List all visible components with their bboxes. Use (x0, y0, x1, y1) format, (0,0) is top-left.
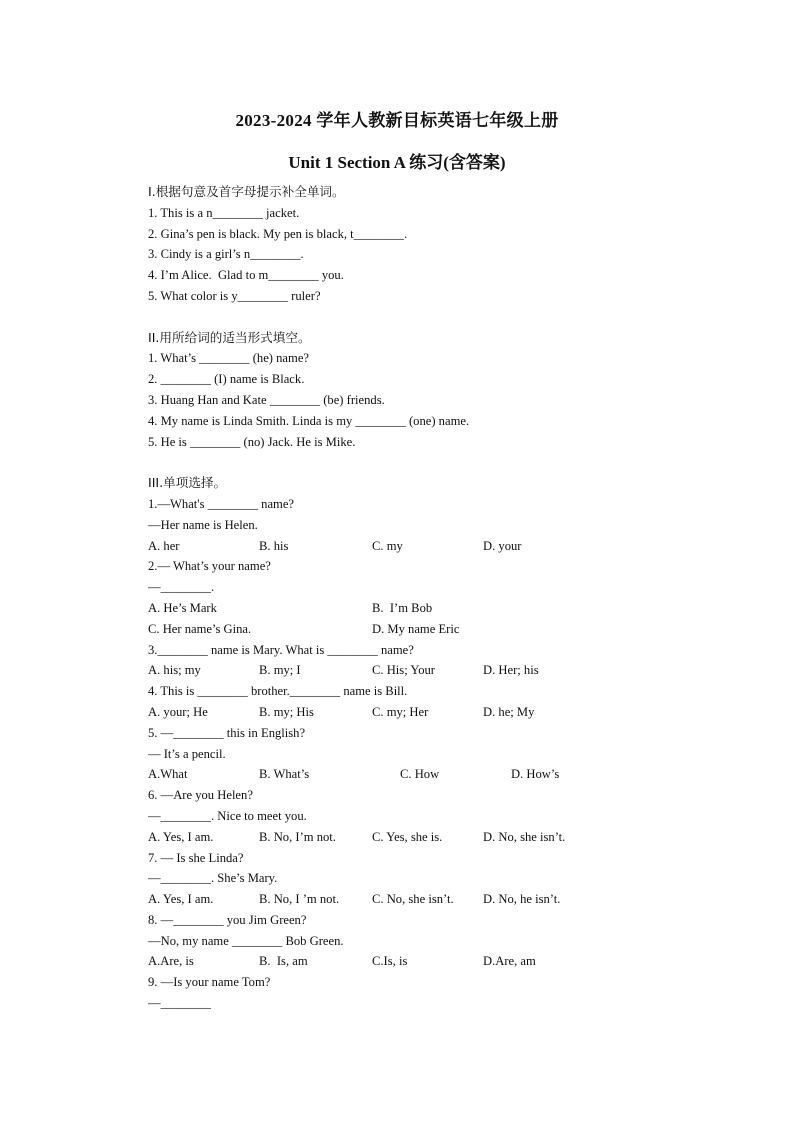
question-options (148, 889, 668, 910)
document-subtitle: Unit 1 Section A 练习(含答案) (288, 153, 506, 172)
option-b: B. No, I ’m not. (259, 892, 340, 907)
question-stem: 9. —Is your name Tom? (148, 975, 271, 990)
question-line: —No, my name ________ Bob Green. (148, 933, 344, 948)
section-2-item: 2. ________ (I) name is Black. (148, 372, 305, 387)
option-b: B. my; I (259, 663, 301, 678)
question-stem: 1.—What's ________ name? (148, 496, 295, 511)
question-stem: 6. —Are you Helen? (148, 788, 253, 803)
option-c: C.Is, is (372, 954, 408, 969)
option-b: B. my; His (259, 704, 314, 719)
option-c: C. my; Her (372, 704, 429, 719)
option-b: B. his (259, 538, 289, 553)
option-d: D. your (483, 538, 522, 553)
option-a: A.What (148, 767, 188, 782)
document-title: 2023-2024 学年人教新目标英语七年级上册 (235, 111, 559, 130)
option-b: B. What’s (259, 767, 310, 782)
section-1-item: 1. This is a n________ jacket. (148, 205, 300, 220)
question-options (148, 702, 668, 723)
question-options (148, 536, 668, 557)
option-c: C. Her name’s Gina. (148, 621, 252, 636)
option-a: A.Are, is (148, 954, 194, 969)
option-b: B. I’m Bob (372, 600, 433, 615)
option-d: D.Are, am (483, 954, 536, 969)
question-stem: 3.________ name is Mary. What is ________ name? (148, 642, 414, 657)
question-options (148, 660, 668, 681)
option-a: A. Yes, I am. (148, 829, 214, 844)
question-line: —________. She’s Mary. (148, 871, 278, 886)
question-stem: 7. — Is she Linda? (148, 850, 244, 865)
question-options (148, 619, 668, 640)
question-stem: 2.— What’s your name? (148, 559, 271, 574)
question-line: —Her name is Helen. (148, 517, 258, 532)
question-line: —________. (148, 580, 215, 595)
option-d: D. Her; his (483, 663, 539, 678)
section-1-item: 5. What color is y________ ruler? (148, 288, 321, 303)
question-line: —________ (148, 996, 211, 1011)
option-c: C. my (372, 538, 403, 553)
option-c: C. How (400, 767, 440, 782)
question-stem: 8. —________ you Jim Green? (148, 912, 307, 927)
option-c: C. Yes, she is. (372, 829, 443, 844)
section-1-item: 3. Cindy is a girl’s n________. (148, 247, 304, 262)
option-d: D. No, he isn’t. (483, 892, 561, 907)
section-2-item: 1. What’s ________ (he) name? (148, 351, 309, 366)
question-options (148, 598, 668, 619)
section-2-heading: II.用所给词的适当形式填空。 (148, 329, 311, 345)
option-c: C. His; Your (372, 663, 435, 678)
question-line: — It’s a pencil. (148, 746, 226, 761)
section-2-item: 5. He is ________ (no) Jack. He is Mike. (148, 434, 356, 449)
option-b: B. Is, am (259, 954, 308, 969)
option-a: A. your; He (148, 704, 208, 719)
question-options (148, 951, 668, 972)
option-a: A. Yes, I am. (148, 892, 214, 907)
option-c: C. No, she isn’t. (372, 892, 454, 907)
section-1-item: 2. Gina’s pen is black. My pen is black, t________. (148, 226, 408, 241)
section-2-item: 4. My name is Linda Smith. Linda is my ________ (one) name. (148, 413, 470, 428)
question-line: —________. Nice to meet you. (148, 808, 307, 823)
option-a: A. He’s Mark (148, 600, 217, 615)
exercise-content (148, 182, 668, 1014)
option-d: D. How’s (511, 767, 560, 782)
question-options (148, 764, 668, 785)
section-2-item: 3. Huang Han and Kate ________ (be) friends. (148, 392, 385, 407)
option-b: B. No, I’m not. (259, 829, 336, 844)
option-a: A. his; my (148, 663, 201, 678)
question-stem: 5. —________ this in English? (148, 725, 306, 740)
option-a: A. her (148, 538, 180, 553)
question-stem: 4. This is ________ brother.________ name is Bill. (148, 684, 408, 699)
question-options (148, 827, 668, 848)
option-d: D. No, she isn’t. (483, 829, 566, 844)
option-d: D. My name Eric (372, 621, 460, 636)
section-1-item: 4. I’m Alice. Glad to m________ you. (148, 268, 344, 283)
section-3-heading: III.单项选择。 (148, 475, 227, 491)
section-1-heading: I.根据句意及首字母提示补全单词。 (148, 184, 345, 199)
option-d: D. he; My (483, 704, 535, 719)
